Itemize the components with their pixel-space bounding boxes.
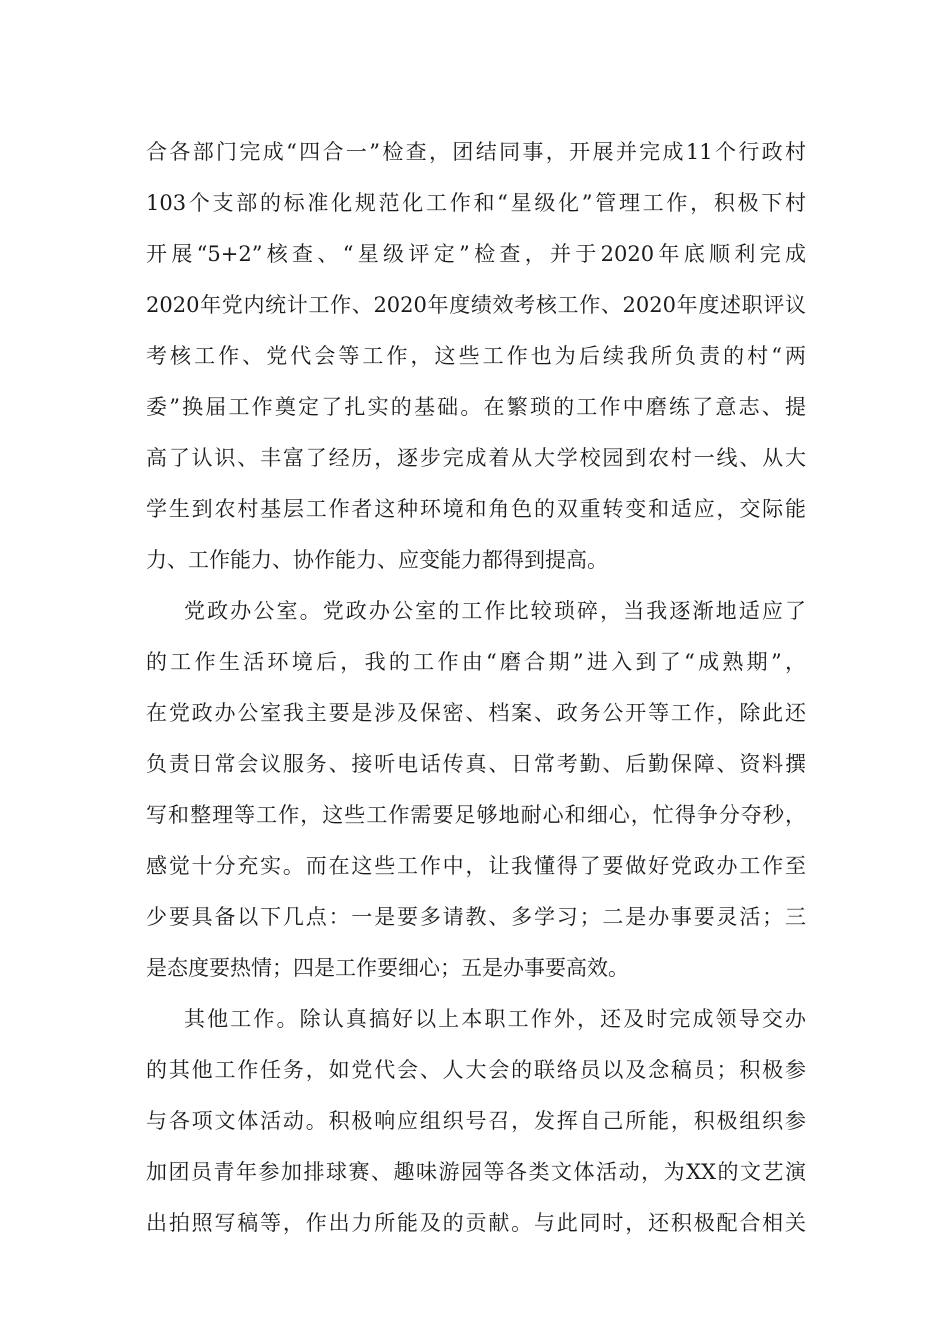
- paragraph-party-office: [146, 586, 806, 994]
- text-line: 其他工作。除认真搞好以上本职工作外，还及时完成领导交办: [184, 1007, 806, 1031]
- text-line: 在党政办公室我主要是涉及保密、档案、政务公开等工作，除此还: [146, 701, 806, 725]
- text-line: 2020年党内统计工作、2020年度绩效考核工作、2020年度述职评议: [146, 293, 806, 317]
- text-line: 考核工作、党代会等工作，这些工作也为后续我所负责的村“两: [146, 344, 806, 368]
- text-line: 出拍照写稿等，作出力所能及的贡献。与此同时，还积极配合相关: [146, 1211, 806, 1235]
- text-line: 学生到农村基层工作者这种环境和角色的双重转变和适应，交际能: [146, 497, 806, 521]
- text-line: 少要具备以下几点：一是要多请教、多学习；二是办事要灵活；三: [146, 905, 806, 929]
- text-line: 感觉十分充实。而在这些工作中，让我懂得了要做好党政办工作至: [146, 854, 806, 878]
- text-line: 103个支部的标准化规范化工作和“星级化”管理工作，积极下村: [146, 191, 806, 215]
- text-line: 与各项文体活动。积极响应组织号召，发挥自己所能，积极组织参: [146, 1109, 806, 1133]
- text-line: 高了认识、丰富了经历，逐步完成着从大学校园到农村一线、从大: [146, 446, 806, 470]
- text-line: 合各部门完成“四合一”检查，团结同事，开展并完成11个行政村: [146, 140, 806, 164]
- text-line: 写和整理等工作，这些工作需要足够地耐心和细心，忙得争分夺秒，: [146, 803, 806, 827]
- text-line: 党政办公室。党政办公室的工作比较琐碎，当我逐渐地适应了: [184, 599, 806, 623]
- paragraph-continuation: [146, 127, 806, 586]
- body-text: [146, 127, 806, 1249]
- paragraph-other-work: [146, 994, 806, 1249]
- text-line: 加团员青年参加排球赛、趣味游园等各类文体活动，为XX的文艺演: [146, 1160, 806, 1184]
- text-line: 开展“5+2”核查、“星级评定”检查，并于2020年底顺利完成: [146, 242, 806, 266]
- text-line: 委”换届工作奠定了扎实的基础。在繁琐的工作中磨练了意志、提: [146, 395, 806, 419]
- text-line: 力、工作能力、协作能力、应变能力都得到提高。: [146, 548, 608, 572]
- text-line: 的其他工作任务，如党代会、人大会的联络员以及念稿员；积极参: [146, 1058, 806, 1082]
- text-line: 的工作生活环境后，我的工作由“磨合期”进入到了“成熟期”，: [146, 650, 806, 674]
- text-line: 是态度要热情；四是工作要细心；五是办事要高效。: [146, 956, 629, 980]
- text-line: 负责日常会议服务、接听电话传真、日常考勤、后勤保障、资料撰: [146, 752, 806, 776]
